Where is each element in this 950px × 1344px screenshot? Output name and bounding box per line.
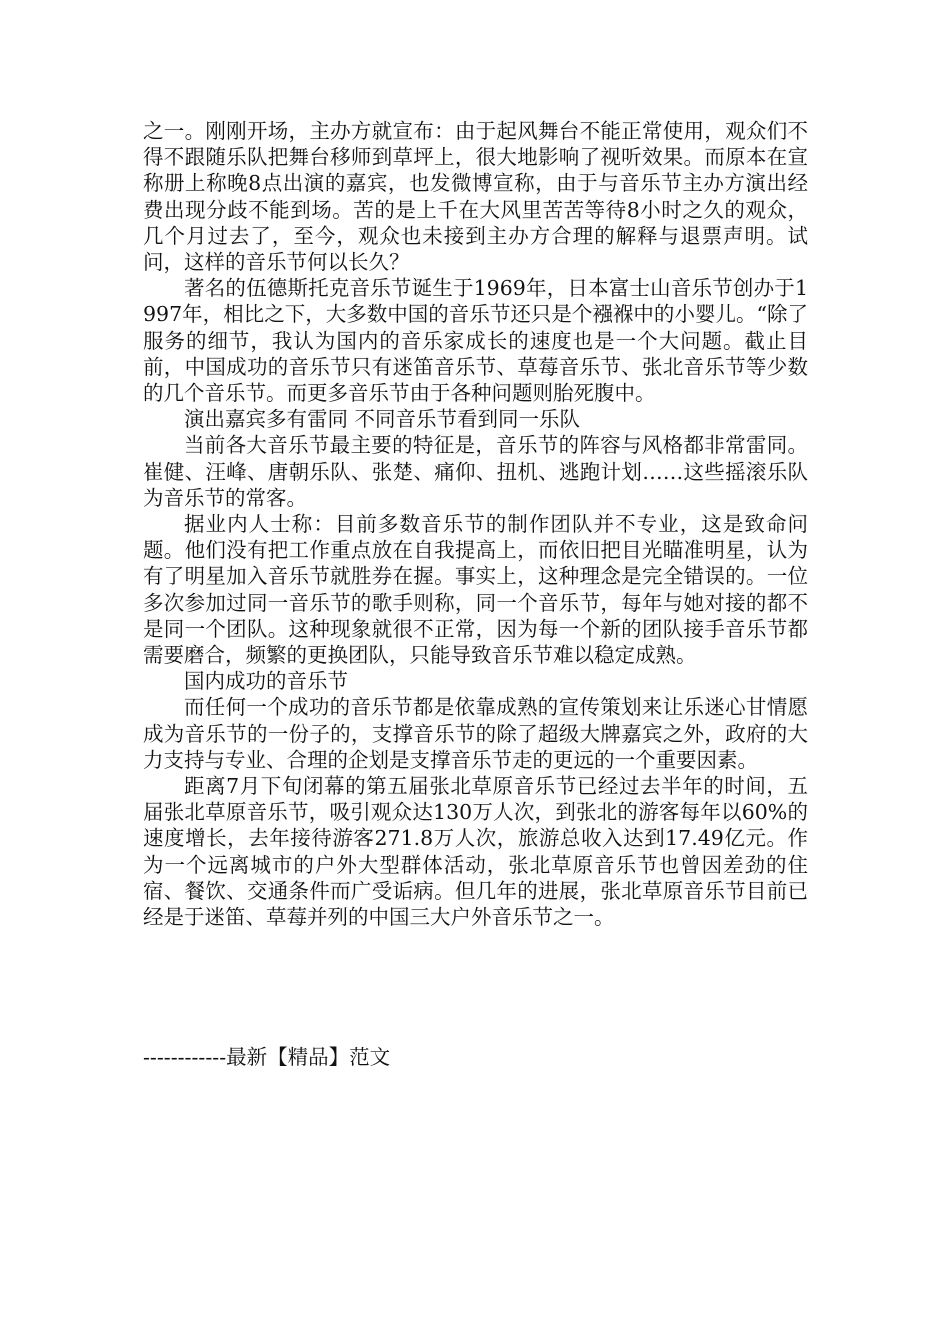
- section-heading-successful-festivals: 国内成功的音乐节: [184, 669, 348, 694]
- paragraph-lineup-similarity: 当前各大音乐节最主要的特征是，音乐节的阵容与风格都非常雷同。崔健、汪峰、唐朝乐队、张楚、痛仰、扭机、逃跑计划……这些摇滚乐队为音乐节的常客。: [143, 433, 808, 510]
- article-body: [143, 118, 808, 930]
- footer-note: ------------最新【精品】范文: [143, 1045, 391, 1069]
- section-heading-similar-lineups: 演出嘉宾多有雷同 不同音乐节看到同一乐队: [184, 407, 581, 432]
- paragraph-industry-insider: 据业内人士称：目前多数音乐节的制作团队并不专业，这是致命问题。他们没有把工作重点放在自我提高上，而依旧把目光瞄准明星，认为有了明星加入音乐节就胜券在握。事实上，这种理念是完全错误的。一位多次参加过同一音乐节的歌手则称，同一个音乐节，每年与她对接的都不是同一个团队。这种现象就很不正常，因为每一个新的团队接手音乐节都需要磨合，频繁的更换团队，只能导致音乐节难以稳定成熟。: [143, 512, 808, 668]
- paragraph-zhangbei-festival: 距离7月下旬闭幕的第五届张北草原音乐节已经过去半年的时间，五届张北草原音乐节，吸引观众达130万人次，到张北的游客每年以60%的速度增长，去年接待游客271.8万人次，旅游总收入达到17.49亿元。作为一个远离城市的户外大型群体活动，张北草原音乐节也曾因差劲的住宿、餐饮、交通条件而广受诟病。但几年的进展，张北草原音乐节目前已经是于迷笛、草莓并列的中国三大户外音乐节之一。: [143, 774, 808, 930]
- paragraph-continuation: 之一。刚刚开场，主办方就宣布：由于起风舞台不能正常使用，观众们不得不跟随乐队把舞台移师到草坪上，很大地影响了视听效果。而原本在宣称册上称晚8点出演的嘉宾，也发微博宣称，由于与音乐节主办方演出经费出现分歧不能到场。苦的是上千在大风里苦苦等待8小时之久的观众，几个月过去了，至今，观众也未接到主办方合理的解释与退票声明。试问，这样的音乐节何以长久？: [143, 119, 808, 275]
- paragraph-festival-history: 著名的伍德斯托克音乐节诞生于1969年，日本富士山音乐节创办于1997年，相比之下，大多数中国的音乐节还只是个襁褓中的小婴儿。“除了服务的细节，我认为国内的音乐家成长的速度也是一个大问题。截止目前，中国成功的音乐节只有迷笛音乐节、草莓音乐节、张北音乐节等少数的几个音乐节。而更多音乐节由于各种问题则胎死腹中。: [143, 276, 808, 406]
- paragraph-success-factors: 而任何一个成功的音乐节都是依靠成熟的宣传策划来让乐迷心甘情愿成为音乐节的一份子的，支撑音乐节的除了超级大牌嘉宾之外，政府的大力支持与专业、合理的企划是支撑音乐节走的更远的一个重要因素。: [143, 695, 808, 772]
